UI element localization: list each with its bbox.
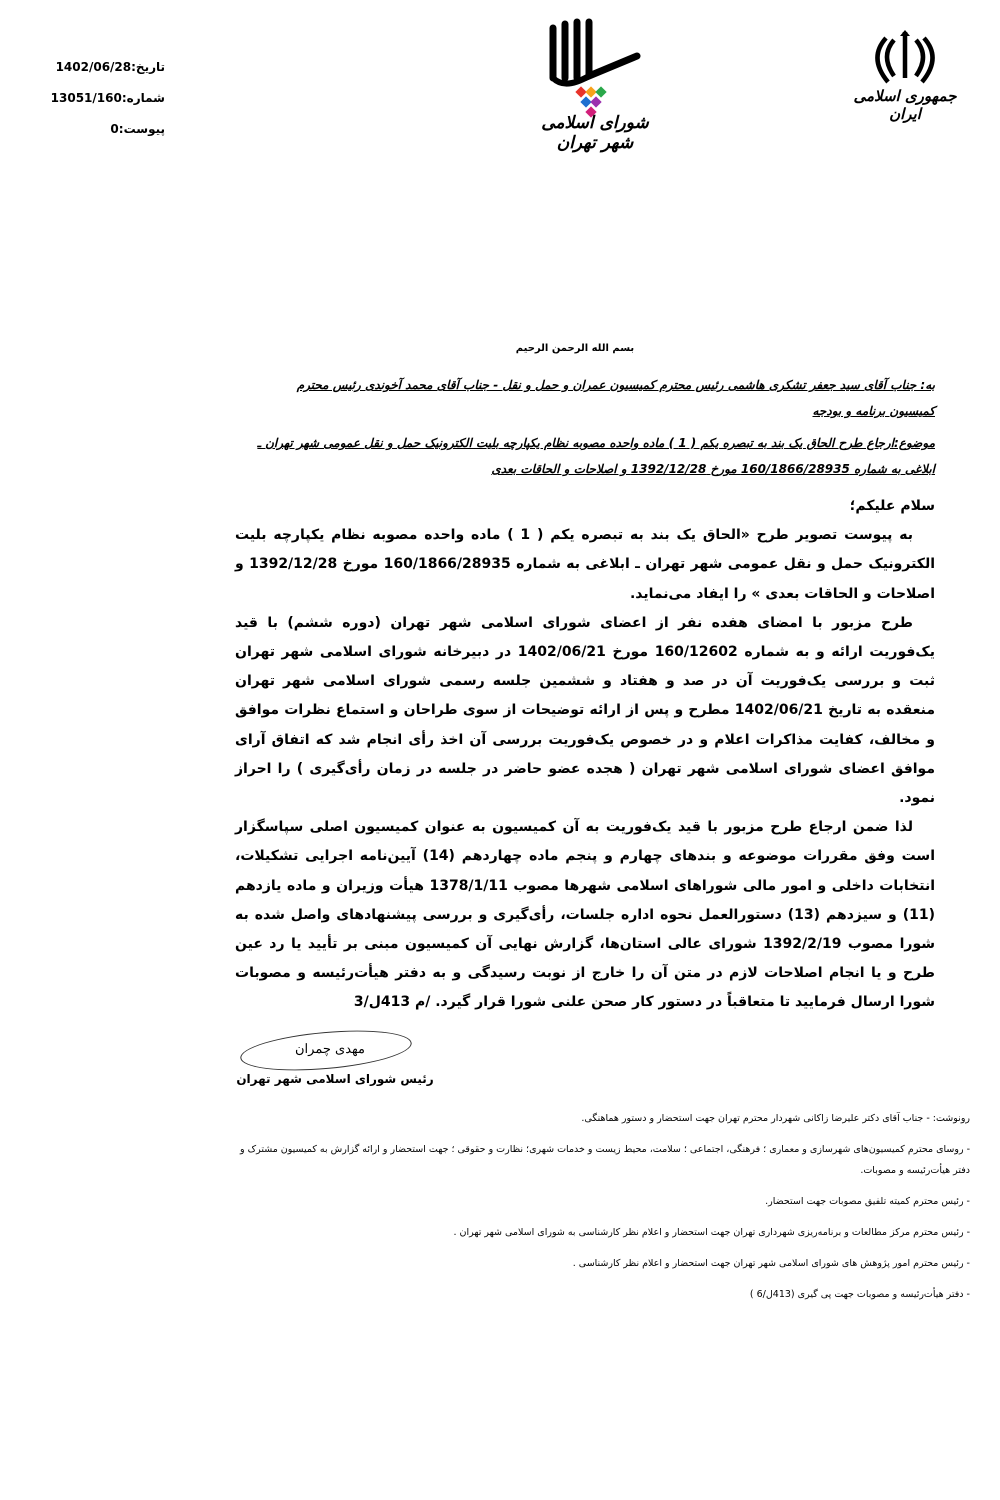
signer-name: مهدی چمران: [295, 1042, 365, 1057]
copy-item: - روسای محترم کمیسیون‌های شهرسازی و معماری ؛ فرهنگی، اجتماعی ؛ سلامت، محیط زیست و خدمات شهری؛ نظارت و حقوقی ؛ جهت استحضار و ارائه گزارش به کمیسیون مشترک و دفتر هیأت‌رئیسه و مصوبات.: [240, 1144, 970, 1176]
iran-emblem-text: جمهوری اسلامی ایران: [853, 87, 957, 123]
basmala: بسم الله الرحمن الرحیم: [515, 343, 635, 354]
council-logo-text: شورای اسلامی شهر تهران: [541, 113, 649, 153]
copy-item: رونوشت: - جناب آقای دکتر علیرضا زاکانی شهردار محترم تهران جهت استحضار و دستور هماهنگی.: [581, 1113, 970, 1124]
council-logo: [525, 18, 665, 153]
copies-list: [240, 1108, 970, 1315]
iran-emblem: [850, 28, 960, 123]
letter-date: تاریخ:1402/06/28: [55, 60, 165, 74]
greeting: سلام علیکم؛: [849, 498, 935, 514]
paragraph: به پیوست تصویر طرح «الحاق یک بند به تبصره یکم ( 1 ) ماده واحده مصوبه نظام یکپارچه بلیت الکترونیک حمل و نقل عمومی شهر تهران ـ ابلاغی به شماره 160/1866/28935 مورخ 1392/12/28 و اصلاحات و الحاقات بعدی » را ایفاد می‌نماید.: [235, 527, 936, 602]
copy-item: - رئیس محترم کمیته تلفیق مصوبات جهت استحضار.: [765, 1196, 970, 1207]
letter-meta: [50, 52, 165, 145]
council-logo-icon: [525, 18, 665, 123]
letter-body: [235, 492, 935, 1018]
signer-title: رئیس شورای اسلامی شهر تهران: [236, 1072, 434, 1086]
paragraph: لذا ضمن ارجاع طرح مزبور با قید یک‌فوریت به آن کمیسیون به عنوان کمیسیون اصلی سپاسگزار است وفق مقررات موضوعه و بندهای چهارم و پنجم ماده چهاردهم (14) آیین‌نامه اجرایی تشکیلات، انتخابات داخلی و امور مالی شوراهای اسلامی شهرها مصوب 1378/1/11 هیأت وزیران و ماده یازدهم (11) و سیزدهم (13) دستورالعمل نحوه اداره جلسات، رأی‌گیری و بررسی پیشنهادهای واصل شده به شورا مصوب 1392/2/19 شورای عالی استان‌ها، گزارش نهایی آن کمیسیون مبنی بر تأیید یا رد عین طرح و یا انجام اصلاحات لازم در متن آن را خارج از نوبت رسیدگی و به دفتر هیأت‌رئیسه و مصوبات شورا ارسال فرمایید تا متعاقباً در دستور کار صحن علنی شورا قرار گیرد. /م 413ل/3: [235, 819, 936, 1011]
letter-attachment: پیوست:0: [110, 122, 165, 136]
copy-item: - رئیس محترم مرکز مطالعات و برنامه‌ریزی شهرداری تهران جهت استحضار و اعلام نظر کارشناسی به شورای اسلامی شهر تهران .: [453, 1227, 970, 1238]
copy-item: - دفتر هیأت‌رئیسه و مصوبات جهت پی گیری (413ل/6 ): [749, 1289, 970, 1300]
subject: [250, 430, 935, 482]
recipient: [250, 372, 935, 424]
paragraph: طرح مزبور با امضای هفده نفر از اعضای شورای اسلامی شهر تهران (دوره ششم) با قید یک‌فوریت ارائه و به شماره 160/12602 مورخ 1402/06/21 در دبیرخانه شورای اسلامی شهر تهران ثبت و بررسی یک‌فوریت آن در صد و هفتاد و ششمین جلسه رسمی شورای اسلامی شهر تهران منعقده به تاریخ 1402/06/21 مطرح و پس از ارائه توضیحات از سوی طراحان و استماع نظرات موافق و مخالف، کفایت مذاکرات اعلام و در خصوص یک‌فوریت بررسی آن اخذ رأی انجام شد که اتفاق آرای موافق اعضای شورای اسلامی شهر تهران ( هجده عضو حاضر در جلسه در زمان رأی‌گیری ) را احراز نمود.: [235, 614, 935, 807]
recipient-text: به: جناب آقای سید جعفر تشکری هاشمی رئیس محترم کمیسیون عمران و حمل و نقل - جناب آقای محمد آخوندی رئیس محترم کمیسیون برنامه و بودجه: [296, 378, 935, 418]
subject-text: موضوع:ارجاع طرح الحاق یک بند به تبصره یکم ( 1 ) ماده واحده مصوبه نظام یکپارچه بلیت الکترونیک حمل و نقل عمومی شهر تهران ـ ابلاغی به شماره 160/1866/28935 مورخ 1392/12/28 و اصلاحات و الحاقات بعدی: [257, 436, 935, 476]
signature-block: [235, 1030, 435, 1095]
letter-number: شماره:13051/160: [50, 91, 165, 105]
copy-item: - رئیس محترم امور پژوهش های شورای اسلامی شهر تهران جهت استحضار و اعلام نظر کارشناسی .: [572, 1258, 970, 1269]
iran-emblem-icon: [850, 28, 960, 88]
